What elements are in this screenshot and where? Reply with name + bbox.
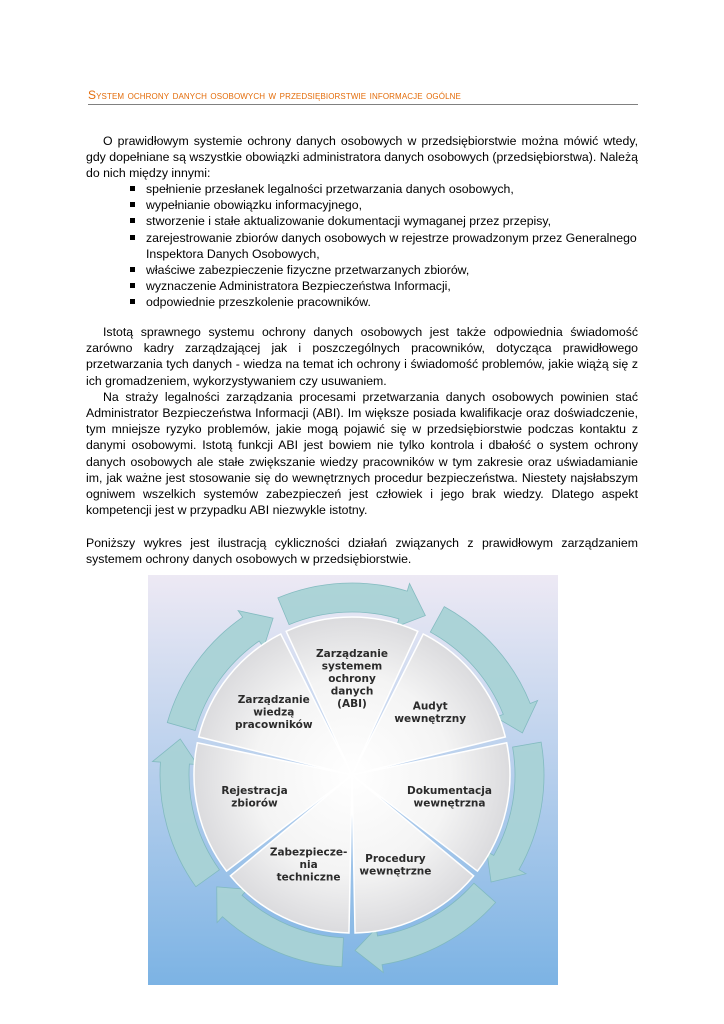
obligations-list (130, 181, 640, 311)
segment-label-line: ochrony (328, 673, 376, 685)
segment-label-line: wewnętrzny (394, 712, 467, 725)
segment-label-line: techniczne (276, 871, 341, 884)
intro-text: O prawidłowym systemie ochrony danych osobowych w przedsiębiorstwie można mówić wtedy, gdy dopełniane są wszystkie obowiązki administratora danych osobowych (przedsiębiorstwa). Należą do nich między innymi: (86, 134, 638, 181)
segment-label-line: wewnętrzna (413, 797, 486, 810)
section-heading: System ochrony danych osobowych w przedsiębiorstwie informacje ogólne (88, 88, 638, 105)
segment-label-line: wewnętrzne (359, 865, 432, 878)
list-item: właściwe zabezpieczenie fizyczne przetwarzanych zbiorów, (130, 262, 640, 278)
list-item: wypełnianie obowiązku informacyjnego, (130, 197, 640, 213)
list-item: zarejestrowanie zbiorów danych osobowych w rejestrze prowadzonym przez Generalnego Inspektora Danych Osobowych, (130, 230, 640, 262)
segment-label-line: Procedury (365, 852, 426, 865)
list-item: stworzenie i stałe aktualizowanie dokumentacji wymaganej przez przepisy, (130, 213, 640, 229)
diagram-intro-section (86, 535, 638, 567)
segment-label-line: Zarządzanie (316, 648, 388, 660)
awareness-section (86, 324, 638, 518)
segment-label-line: Zabezpiecze- (269, 846, 348, 859)
segment-label-line: Zarządzanie (237, 694, 310, 707)
segment-label-line: Rejestracja (221, 785, 288, 797)
segment-label-line: (ABI) (337, 698, 367, 710)
segment-label-line: nia (299, 859, 318, 872)
abi-paragraph: Na straży legalności zarządzania procesami przetwarzania danych osobowych powinien stać Administrator Bezpieczeństwa Informacji (ABI). Im większe posiada kwalifikacje oraz doświadczenie, tym mniejsze ryzyko problemów, jakie mogą pojawić się w przedsiębiorstwie podczas kontaktu z danymi osobowymi. Istotą funkcji ABI jest bowiem nie tylko kontrola i dbałość o system ochrony danych osobowych ale stałe zwiększanie wiedzy pracowników w tym zakresie oraz uświadamianie im, jak ważne jest stosowanie się do wewnętrznych procedur bezpieczeństwa. Niestety najsłabszym ogniwem wszelkich systemów zabezpieczeń jest człowiek i jego brak wiedzy. Dlatego aspekt kompetencji jest w przypadku ABI niezwykle istotny. (86, 389, 638, 518)
diagram-intro-paragraph: Poniższy wykres jest ilustracją cykliczności działań związanych z prawidłowym zarządzaniem systemem ochrony danych osobowych w przedsiębiorstwie. (86, 536, 638, 567)
segment-label-line: systemem (321, 660, 383, 673)
list-item: wyznaczenie Administratora Bezpieczeństwa Informacji, (130, 278, 640, 294)
segment-label-line: pracowników (234, 719, 313, 732)
list-item: spełnienie przesłanek legalności przetwarzania danych osobowych, (130, 181, 640, 197)
segment-label-line: Audyt (412, 700, 448, 713)
segment-label-line: danych (330, 685, 374, 698)
segment-label-line: Dokumentacja (407, 785, 492, 797)
awareness-paragraph: Istotą sprawnego systemu ochrony danych osobowych jest także odpowiednia świadomość zarówno kadry zarządzającej jak i poszczególnych pracowników, dotycząca prawidłowego przetwarzania tych danych - wiedza na temat ich ochrony i świadomość problemów, jakie wiążą się z ich gromadzeniem, wykorzystywaniem czy usuwaniem. (86, 325, 638, 388)
segment-label-line: zbiorów (231, 797, 278, 810)
list-item: odpowiednie przeszkolenie pracowników. (130, 294, 640, 310)
intro-paragraph (86, 133, 638, 182)
cycle-diagram (148, 575, 558, 985)
segment-label-line: wiedzą (253, 706, 295, 719)
